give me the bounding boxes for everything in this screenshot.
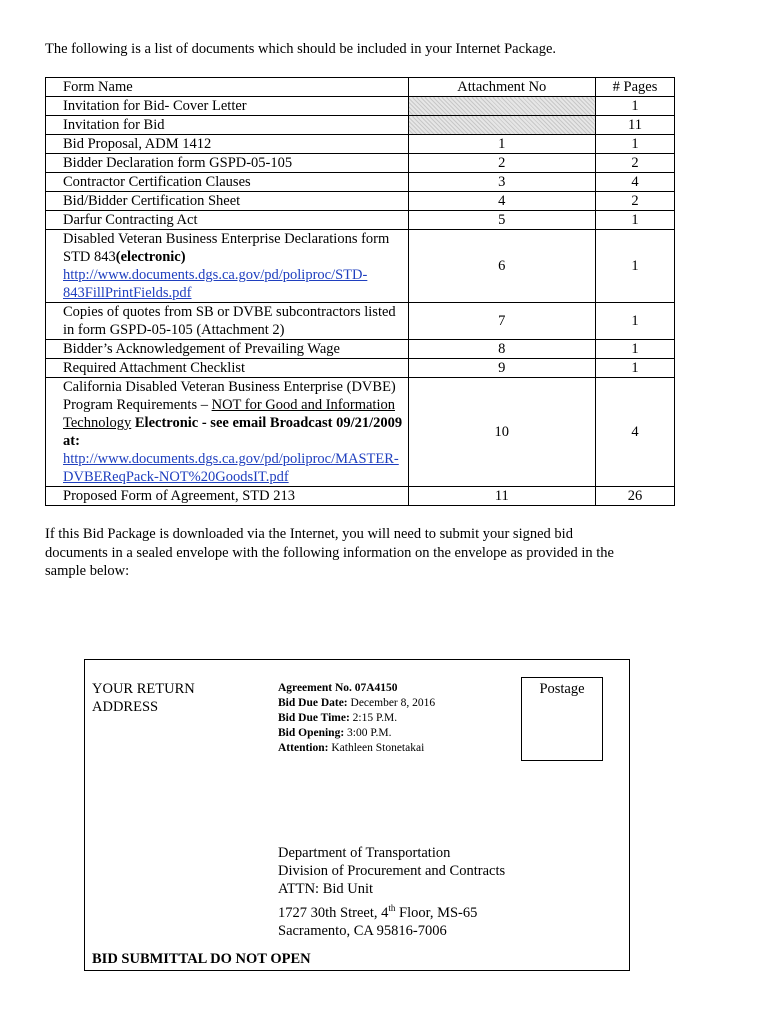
form-name: Bid Proposal, ADM 1412 (46, 135, 409, 154)
bid-opening: Bid Opening: 3:00 P.M. (278, 727, 392, 739)
page-count: 1 (596, 135, 675, 154)
attachment-no: 1 (408, 135, 596, 154)
form-name: Invitation for Bid (46, 116, 409, 135)
page-count: 1 (596, 211, 675, 230)
attachment-no: 8 (408, 340, 596, 359)
return-address (92, 680, 195, 716)
page-count: 1 (596, 359, 675, 378)
bid-due-date: Bid Due Date: December 8, 2016 (278, 697, 436, 709)
intro-text: The following is a list of documents which should be included in your Internet Package. (45, 41, 557, 57)
attachment-no: 7 (408, 303, 596, 340)
form-name: Contractor Certification Clauses (46, 173, 409, 192)
form-name: Invitation for Bid- Cover Letter (46, 97, 409, 116)
mailing-address-line: Department of Transportation (278, 845, 451, 861)
submission-note: If this Bid Package is downloaded via the Internet, you will need to submit your signed bid documents in a sealed envelope with the following information on the envelope as provided in the sample below: (45, 526, 614, 579)
page-count: 4 (596, 378, 675, 487)
return-address-line: YOUR RETURN (92, 681, 195, 697)
attachment-no (408, 97, 596, 116)
table-row (46, 487, 675, 506)
page-count: 26 (596, 487, 675, 506)
form-name: Bid/Bidder Certification Sheet (46, 192, 409, 211)
mailing-address-line: ATTN: Bid Unit (278, 881, 374, 898)
attachment-no: 10 (408, 378, 596, 487)
attachment-no: 9 (408, 359, 596, 378)
street-address: 1727 30th Street, 4th Floor, MS-65 (278, 902, 478, 921)
table-row (46, 230, 675, 303)
return-address-line: ADDRESS (92, 699, 159, 715)
mailing-address-line: Division of Procurement and Contracts (278, 863, 506, 880)
std-843-link[interactable]: http://www.documents.dgs.ca.gov/pd/poliproc/STD-843FillPrintFields.pdf (63, 267, 368, 301)
do-not-open-warning: BID SUBMITTAL DO NOT OPEN (92, 951, 311, 967)
electronic-label: (electronic) (115, 249, 186, 265)
form-name-text: California Disabled Veteran Business Enterprise (DVBE) Program Requirements – (63, 379, 396, 413)
form-name: Required Attachment Checklist (46, 359, 409, 378)
page-count: 1 (596, 303, 675, 340)
not-for-goods-text: NOT for Good and Information Technology (63, 397, 395, 431)
form-name-text: Disabled Veteran Business Enterprise Declarations form STD 843 (63, 231, 390, 265)
attachment-no: 6 (408, 230, 596, 303)
page-count: 1 (596, 97, 675, 116)
table-row (46, 154, 675, 173)
table-row (46, 192, 675, 211)
table-row (46, 359, 675, 378)
table-row (46, 340, 675, 359)
table-header-row (46, 78, 675, 97)
page-count: 11 (596, 116, 675, 135)
page-count: 4 (596, 173, 675, 192)
bid-details (278, 681, 435, 756)
attachment-no: 4 (408, 192, 596, 211)
table-row (46, 378, 675, 487)
table-row (46, 303, 675, 340)
attachment-no (408, 116, 596, 135)
table-row (46, 116, 675, 135)
form-name: Bidder Declaration form GSPD-05-105 (46, 154, 409, 173)
header-pages: # Pages (596, 78, 675, 97)
form-name: Proposed Form of Agreement, STD 213 (46, 487, 409, 506)
attachment-no: 5 (408, 211, 596, 230)
page-count: 2 (596, 192, 675, 211)
agreement-number: Agreement No. 07A4150 (278, 682, 398, 694)
header-form-name: Form Name (46, 78, 409, 97)
attachment-no: 11 (408, 487, 596, 506)
page-count: 1 (596, 230, 675, 303)
attachment-no: 2 (408, 154, 596, 173)
mailing-address (278, 844, 505, 940)
dvbe-requirements-link[interactable]: http://www.documents.dgs.ca.gov/pd/poliproc/MASTER-DVBEReqPack-NOT%20GoodsIT.pdf (63, 451, 399, 485)
attention: Attention: Kathleen Stonetakai (278, 742, 425, 754)
bid-due-time: Bid Due Time: 2:15 P.M. (278, 712, 398, 724)
form-name: Darfur Contracting Act (46, 211, 409, 230)
form-name: Bidder’s Acknowledgement of Prevailing Wage (46, 340, 409, 359)
form-name: Copies of quotes from SB or DVBE subcontractors listed in form GSPD-05-105 (Attachment 2) (46, 303, 409, 340)
table-row (46, 173, 675, 192)
header-attachment-no: Attachment No (408, 78, 596, 97)
table-row (46, 97, 675, 116)
page-count: 1 (596, 340, 675, 359)
documents-table (45, 77, 675, 506)
envelope-sample (84, 659, 630, 971)
page-count: 2 (596, 154, 675, 173)
attachment-no: 3 (408, 173, 596, 192)
city-state-zip: Sacramento, CA 95816-7006 (278, 922, 447, 939)
form-name (46, 230, 409, 303)
electronic-broadcast-text: Electronic - see email Broadcast 09/21/2009 at: (63, 415, 403, 449)
table-row (46, 211, 675, 230)
postage-box: Postage (521, 677, 603, 761)
table-row (46, 135, 675, 154)
form-name (46, 378, 409, 487)
